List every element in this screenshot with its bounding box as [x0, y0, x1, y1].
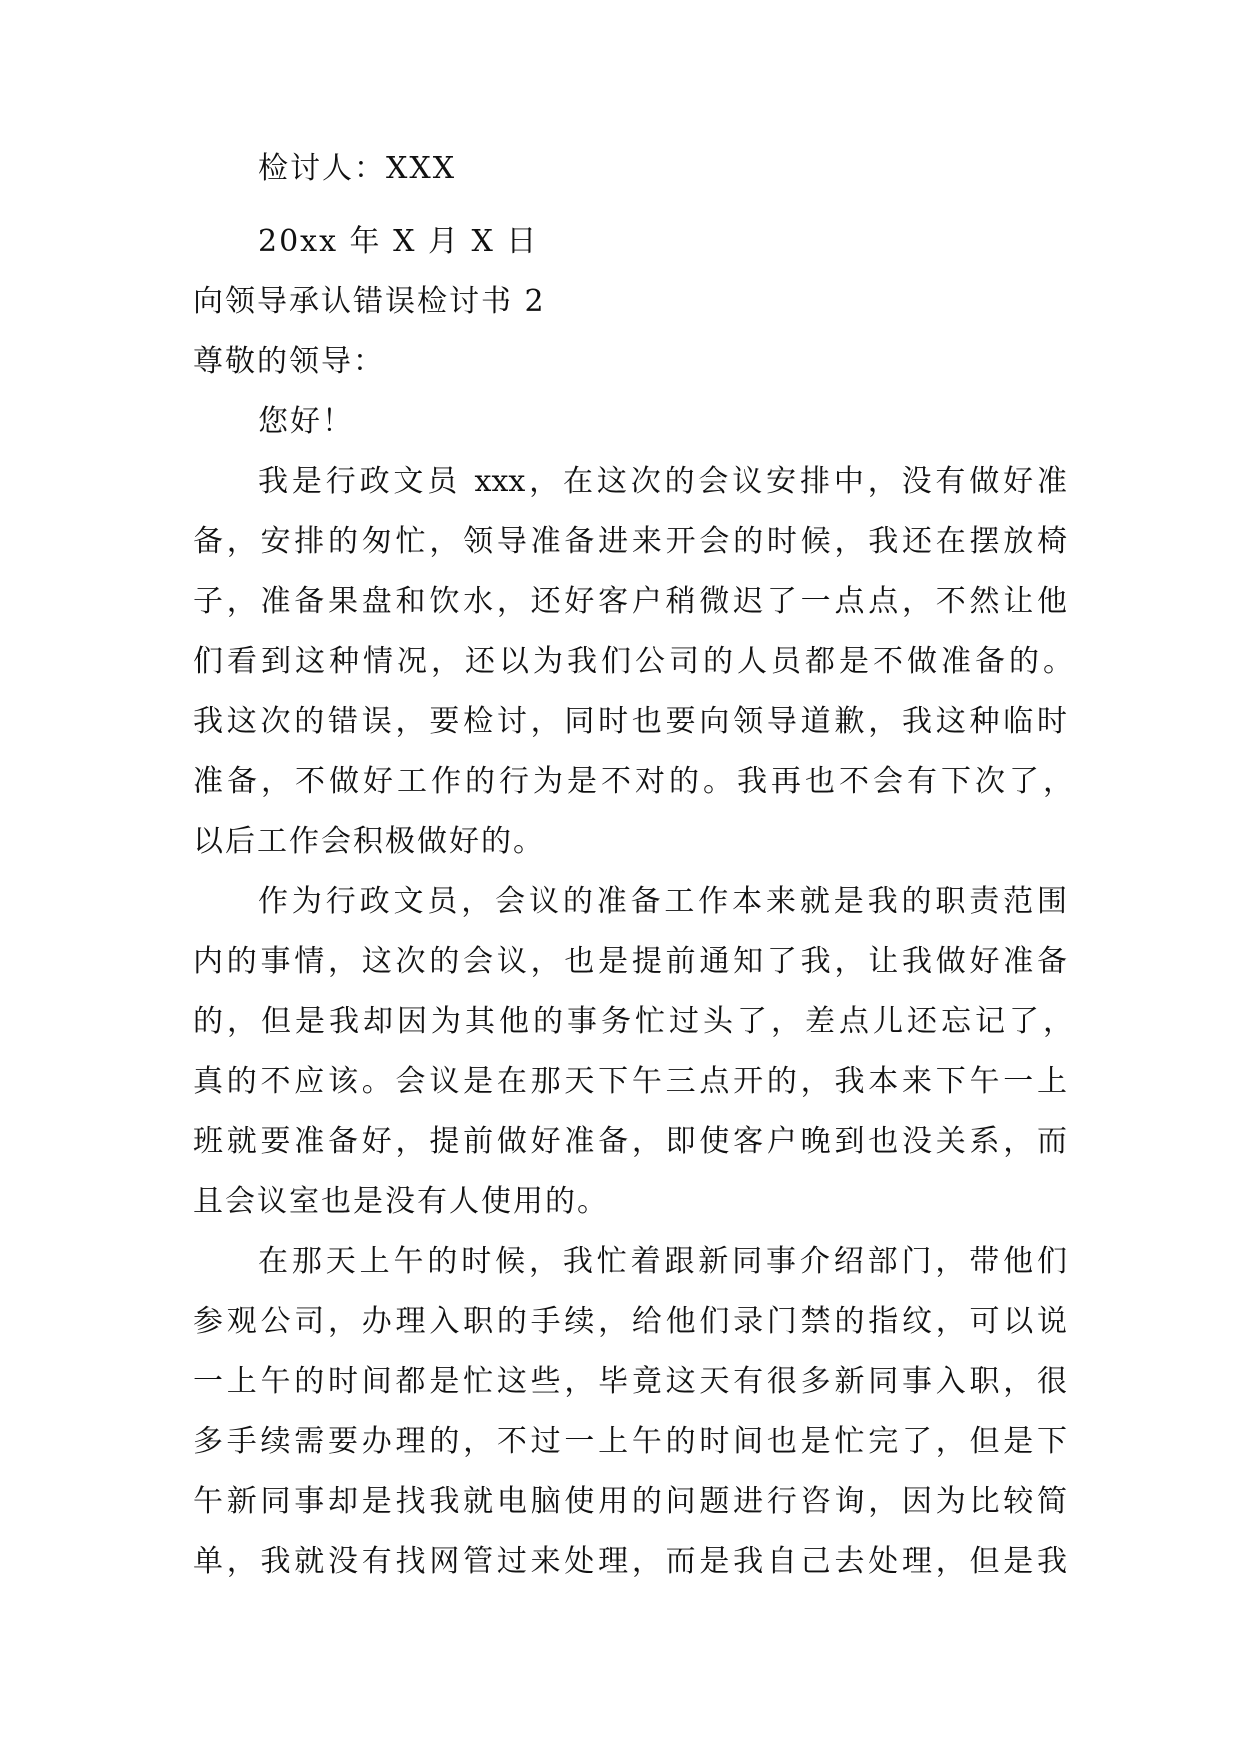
paragraph-3-line-4: 多手续需要办理的，不过一上午的时间也是忙完了，但是下 [193, 1424, 1067, 1459]
paragraph-2-line-4: 真的不应该。会议是在那天下午三点开的，我本来下午一上 [193, 1064, 1067, 1099]
document-title: 向领导承认错误检讨书 2 [193, 284, 546, 319]
paragraph-2-line-2: 内的事情，这次的会议，也是提前通知了我，让我做好准备 [193, 944, 1067, 979]
paragraph-3-line-2: 参观公司，办理入职的手续，给他们录门禁的指纹，可以说 [193, 1304, 1067, 1339]
paragraph-1-line-7: 以后工作会积极做好的。 [193, 824, 545, 859]
paragraph-2-line-1: 作为行政文员，会议的准备工作本来就是我的职责范围 [258, 884, 1067, 919]
paragraph-1-line-3: 子，准备果盘和饮水，还好客户稍微迟了一点点，不然让他 [193, 584, 1067, 619]
salutation: 尊敬的领导： [193, 344, 385, 379]
paragraph-1-line-2: 备，安排的匆忙，领导准备进来开会的时候，我还在摆放椅 [193, 524, 1067, 559]
paragraph-2-line-3: 的，但是我却因为其他的事务忙过头了，差点儿还忘记了， [193, 1004, 1073, 1039]
paragraph-1-line-4: 们看到这种情况，还以为我们公司的人员都是不做准备的。 [193, 644, 1073, 679]
signature-date: 20xx 年 X 月 X 日 [258, 224, 539, 259]
paragraph-2-line-5: 班就要准备好，提前做好准备，即使客户晚到也没关系，而 [193, 1124, 1067, 1159]
greeting: 您好！ [258, 404, 354, 439]
paragraph-3-line-3: 一上午的时间都是忙这些，毕竟这天有很多新同事入职，很 [193, 1364, 1067, 1399]
paragraph-3-line-6: 单，我就没有找网管过来处理，而是我自己去处理，但是我 [193, 1544, 1067, 1579]
paragraph-2-line-6: 且会议室也是没有人使用的。 [193, 1184, 609, 1219]
paragraph-1-line-6: 准备，不做好工作的行为是不对的。我再也不会有下次了， [193, 764, 1073, 799]
paragraph-1-line-1: 我是行政文员 xxx，在这次的会议安排中，没有做好准 [258, 464, 1067, 499]
reviewer-signature: 检讨人：XXX [258, 151, 457, 186]
paragraph-1-line-5: 我这次的错误，要检讨，同时也要向领导道歉，我这种临时 [193, 704, 1067, 739]
paragraph-3-line-1: 在那天上午的时候，我忙着跟新同事介绍部门，带他们 [258, 1244, 1067, 1279]
paragraph-3-line-5: 午新同事却是找我就电脑使用的问题进行咨询，因为比较简 [193, 1484, 1067, 1519]
